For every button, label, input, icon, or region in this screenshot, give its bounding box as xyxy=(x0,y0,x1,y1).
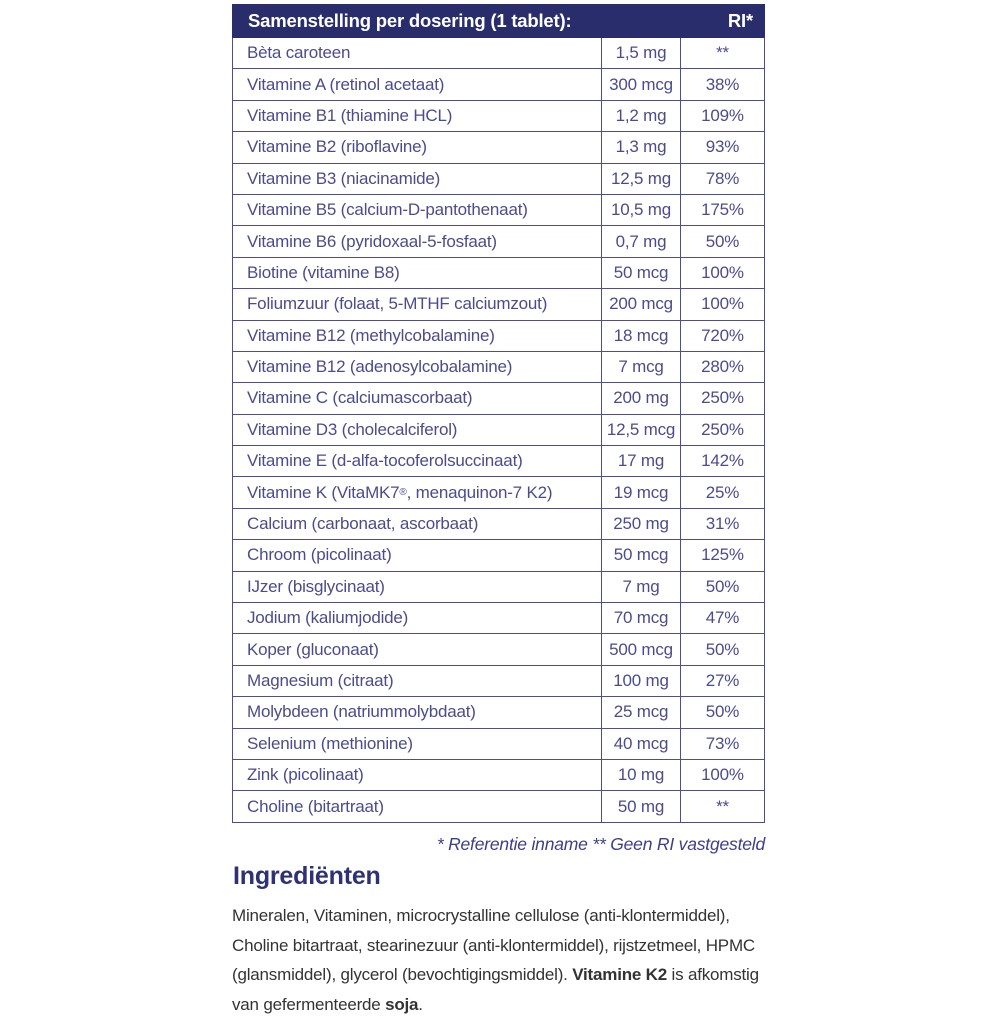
nutrient-name-cell: Vitamine C (calciumascorbaat) xyxy=(233,383,601,413)
ri-cell: ** xyxy=(681,791,764,821)
amount-cell: 70 mcg xyxy=(601,603,681,633)
table-row xyxy=(233,132,764,163)
table-row xyxy=(233,477,764,508)
table-header-ri-label: RI* xyxy=(728,10,753,32)
composition-table xyxy=(232,4,765,823)
ri-cell: 720% xyxy=(681,321,764,351)
table-row xyxy=(233,38,764,69)
table-footnote: * Referentie inname ** Geen RI vastgesteld xyxy=(232,834,765,855)
amount-cell: 500 mcg xyxy=(601,634,681,664)
ingredients-plain-text: . xyxy=(418,995,423,1014)
ri-cell: 50% xyxy=(681,572,764,602)
ri-cell: 31% xyxy=(681,509,764,539)
ri-cell: 175% xyxy=(681,195,764,225)
nutrient-name-cell: Vitamine K (VitaMK7 ® , menaquinon-7 K2) xyxy=(233,477,601,507)
amount-cell: 17 mg xyxy=(601,446,681,476)
ri-cell: 250% xyxy=(681,383,764,413)
amount-cell: 50 mg xyxy=(601,791,681,821)
ingredients-line xyxy=(232,990,792,1019)
table-row xyxy=(233,603,764,634)
nutrient-name-cell: Bèta caroteen xyxy=(233,38,601,68)
nutrient-name-cell: Zink (picolinaat) xyxy=(233,760,601,790)
amount-cell: 10,5 mg xyxy=(601,195,681,225)
table-row xyxy=(233,352,764,383)
amount-cell: 1,2 mg xyxy=(601,101,681,131)
table-row xyxy=(233,446,764,477)
amount-cell: 40 mcg xyxy=(601,729,681,759)
nutrient-name-cell: Choline (bitartraat) xyxy=(233,791,601,821)
amount-cell: 200 mg xyxy=(601,383,681,413)
amount-cell: 1,3 mg xyxy=(601,132,681,162)
table-row xyxy=(233,791,764,822)
table-row xyxy=(233,760,764,791)
nutrient-name-cell: Vitamine B6 (pyridoxaal-5-fosfaat) xyxy=(233,226,601,256)
ingredients-line xyxy=(232,931,792,961)
amount-cell: 10 mg xyxy=(601,760,681,790)
table-row xyxy=(233,540,764,571)
amount-cell: 100 mg xyxy=(601,666,681,696)
nutrient-name-cell: Vitamine D3 (cholecalciferol) xyxy=(233,415,601,445)
table-header xyxy=(232,4,765,38)
table-row xyxy=(233,226,764,257)
amount-cell: 50 mcg xyxy=(601,540,681,570)
table-row xyxy=(233,258,764,289)
amount-cell: 50 mcg xyxy=(601,258,681,288)
nutrient-name-cell: Vitamine B5 (calcium-D-pantothenaat) xyxy=(233,195,601,225)
amount-cell: 12,5 mcg xyxy=(601,415,681,445)
amount-cell: 250 mg xyxy=(601,509,681,539)
ri-cell: 50% xyxy=(681,697,764,727)
table-row xyxy=(233,101,764,132)
amount-cell: 300 mcg xyxy=(601,69,681,99)
ri-cell: 50% xyxy=(681,226,764,256)
ri-cell: 100% xyxy=(681,760,764,790)
ri-cell: 25% xyxy=(681,477,764,507)
table-row xyxy=(233,572,764,603)
table-row xyxy=(233,289,764,320)
ri-cell: 47% xyxy=(681,603,764,633)
amount-cell: 7 mg xyxy=(601,572,681,602)
nutrient-name-cell: Vitamine B2 (riboflavine) xyxy=(233,132,601,162)
ri-cell: 280% xyxy=(681,352,764,382)
table-row xyxy=(233,164,764,195)
nutrient-name-cell: Vitamine B12 (adenosylcobalamine) xyxy=(233,352,601,382)
nutrient-name-cell: IJzer (bisglycinaat) xyxy=(233,572,601,602)
table-row xyxy=(233,697,764,728)
nutrient-name-cell: Biotine (vitamine B8) xyxy=(233,258,601,288)
nutrient-name-cell: Calcium (carbonaat, ascorbaat) xyxy=(233,509,601,539)
nutrient-name-cell: Vitamine B3 (niacinamide) xyxy=(233,164,601,194)
nutrient-name-cell: Jodium (kaliumjodide) xyxy=(233,603,601,633)
ingredients-bold-text: Vitamine K2 xyxy=(572,965,667,984)
table-row xyxy=(233,383,764,414)
ingredients-plain-text: Choline bitartraat, stearinezuur (anti-klontermiddel), rijstzetmeel, HPMC xyxy=(232,936,755,955)
amount-cell: 7 mcg xyxy=(601,352,681,382)
nutrient-name-cell: Foliumzuur (folaat, 5-MTHF calciumzout) xyxy=(233,289,601,319)
ri-cell: 78% xyxy=(681,164,764,194)
nutrient-name-cell: Vitamine E (d-alfa-tocoferolsuccinaat) xyxy=(233,446,601,476)
nutrient-name-cell: Vitamine B12 (methylcobalamine) xyxy=(233,321,601,351)
nutrient-name-cell: Magnesium (citraat) xyxy=(233,666,601,696)
ri-cell: 125% xyxy=(681,540,764,570)
amount-cell: 200 mcg xyxy=(601,289,681,319)
amount-cell: 18 mcg xyxy=(601,321,681,351)
nutrient-name-cell: Vitamine B1 (thiamine HCL) xyxy=(233,101,601,131)
table-row xyxy=(233,195,764,226)
amount-cell: 1,5 mg xyxy=(601,38,681,68)
table-row xyxy=(233,634,764,665)
nutrient-name-cell: Selenium (methionine) xyxy=(233,729,601,759)
nutrient-name-cell: Koper (gluconaat) xyxy=(233,634,601,664)
nutrient-name-cell: Vitamine A (retinol acetaat) xyxy=(233,69,601,99)
ingredients-plain-text: van gefermenteerde xyxy=(232,995,385,1014)
ri-cell: 100% xyxy=(681,289,764,319)
nutrient-name-cell: Chroom (picolinaat) xyxy=(233,540,601,570)
table-body xyxy=(232,38,765,823)
ri-cell: 109% xyxy=(681,101,764,131)
ri-cell: 38% xyxy=(681,69,764,99)
ri-cell: 100% xyxy=(681,258,764,288)
table-row xyxy=(233,321,764,352)
ri-cell: 93% xyxy=(681,132,764,162)
ingredients-plain-text: Mineralen, Vitaminen, microcrystalline cellulose (anti-klontermiddel), xyxy=(232,906,730,925)
ri-cell: ** xyxy=(681,38,764,68)
ingredients-heading: Ingrediënten xyxy=(233,862,381,891)
ingredients-plain-text: (glansmiddel), glycerol (bevochtigingsmiddel). xyxy=(232,965,572,984)
table-header-title: Samenstelling per dosering (1 tablet): xyxy=(248,10,571,32)
amount-cell: 12,5 mg xyxy=(601,164,681,194)
ri-cell: 142% xyxy=(681,446,764,476)
table-row xyxy=(233,666,764,697)
ingredients-text xyxy=(232,901,792,1019)
ri-cell: 27% xyxy=(681,666,764,696)
nutrient-name-cell: Molybdeen (natriummolybdaat) xyxy=(233,697,601,727)
amount-cell: 25 mcg xyxy=(601,697,681,727)
amount-cell: 19 mcg xyxy=(601,477,681,507)
amount-cell: 0,7 mg xyxy=(601,226,681,256)
table-row xyxy=(233,415,764,446)
table-row xyxy=(233,69,764,100)
table-row xyxy=(233,729,764,760)
ingredients-bold-text: soja xyxy=(385,995,418,1014)
ingredients-plain-text: is afkomstig xyxy=(667,965,759,984)
table-row xyxy=(233,509,764,540)
ri-cell: 50% xyxy=(681,634,764,664)
ri-cell: 73% xyxy=(681,729,764,759)
ingredients-line xyxy=(232,901,792,931)
ri-cell: 250% xyxy=(681,415,764,445)
ingredients-line xyxy=(232,960,792,990)
